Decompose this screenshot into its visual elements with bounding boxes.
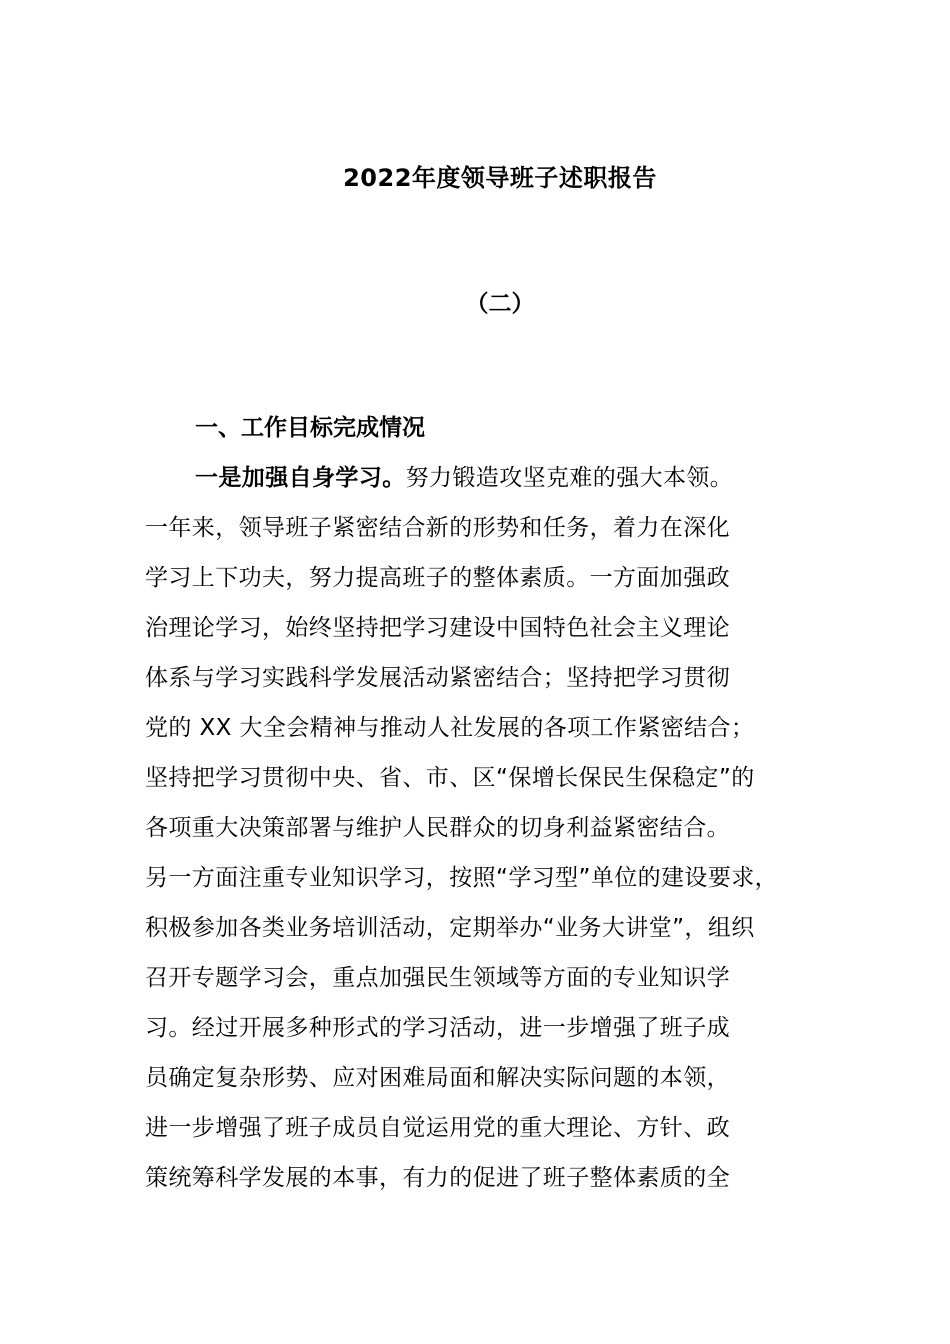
paragraph-line: 召开专题学习会，重点加强民生领域等方面的专业知识学 bbox=[145, 965, 730, 991]
paragraph-line: 积极参加各类业务培训活动，定期举办“业务大讲堂”，组织 bbox=[145, 915, 755, 941]
paragraph-line: 体系与学习实践科学发展活动紧密结合；坚持把学习贯彻 bbox=[145, 665, 730, 691]
paragraph-first-line bbox=[145, 458, 835, 508]
paragraph-line: 习。经过开展多种形式的学习活动，进一步增强了班子成 bbox=[145, 1015, 730, 1041]
paragraph-line: 治理论学习，始终坚持把学习建设中国特色社会主义理论 bbox=[145, 615, 730, 641]
section-heading: 一、工作目标完成情况 bbox=[195, 415, 425, 441]
paragraph-line: 各项重大决策部署与维护人民群众的切身利益紧密结合。 bbox=[145, 815, 730, 841]
paragraph-line: 党的 XX 大全会精神与推动人社发展的各项工作紧密结合； bbox=[145, 715, 755, 741]
paragraph-first-line-rest: 努力锻造攻坚克难的强大本领。 bbox=[405, 465, 734, 491]
paragraph-lead: 一是加强自身学习。 bbox=[195, 465, 406, 491]
paragraph-line: 另一方面注重专业知识学习，按照“学习型”单位的建设要求， bbox=[145, 865, 779, 891]
paragraph-line: 进一步增强了班子成员自觉运用党的重大理论、方针、政 bbox=[145, 1115, 730, 1141]
paragraph-line: 策统筹科学发展的本事，有力的促进了班子整体素质的全 bbox=[145, 1165, 730, 1191]
paragraph-line: 学习上下功夫，努力提高班子的整体素质。一方面加强政 bbox=[145, 565, 730, 591]
paragraph-line: 一年来，领导班子紧密结合新的形势和任务，着力在深化 bbox=[145, 515, 730, 541]
body-text bbox=[145, 458, 835, 1208]
paragraph-line: 员确定复杂形势、应对困难局面和解决实际问题的本领， bbox=[145, 1065, 730, 1091]
document-title: 2022年度领导班子述职报告 bbox=[343, 164, 657, 192]
document-subtitle: （二） bbox=[465, 291, 535, 317]
paragraph-line: 坚持把学习贯彻中央、省、市、区“保增长保民生保稳定”的 bbox=[145, 765, 755, 791]
